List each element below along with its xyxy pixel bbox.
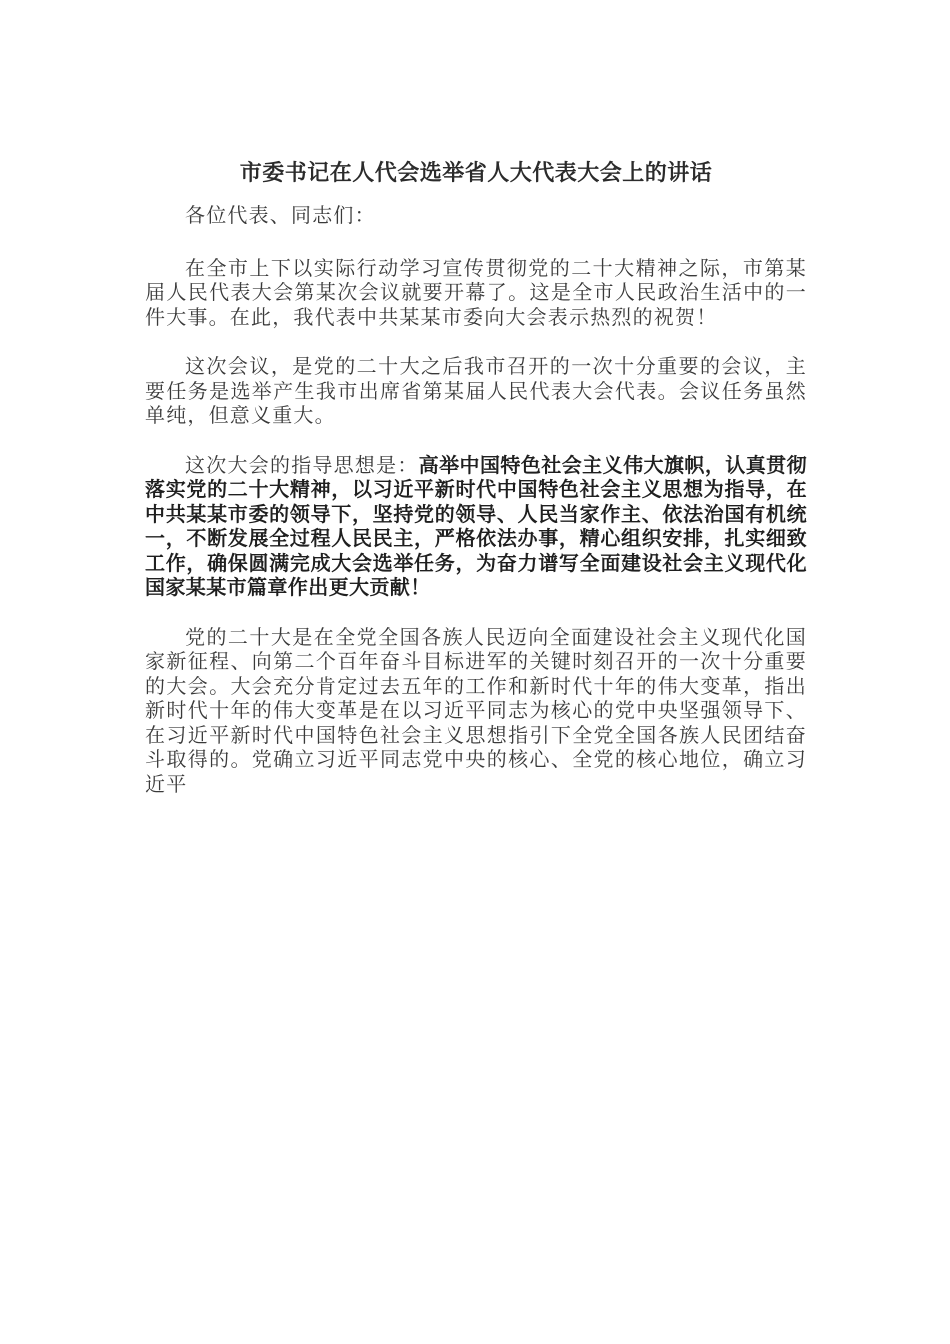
paragraph-opening: 在全市上下以实际行动学习宣传贯彻党的二十大精神之际，市第某届人民代表大会第某次会议就要开幕了。这是全市人民政治生活中的一件大事。在此，我代表中共某某市委向大会表示热烈的祝贺！ [145,255,807,329]
document-title: 市委书记在人代会选举省人大代表大会上的讲话 [239,161,713,186]
document-body [145,157,807,821]
salutation: 各位代表、同志们： [185,203,376,227]
guiding-thought-lead: 这次大会的指导思想是： [185,452,419,477]
guiding-thought-bold: 高举中国特色社会主义伟大旗帜，认真贯彻落实党的二十大精神，以习近平新时代中国特色社会主义思想为指导，在中共某某市委的领导下，坚持党的领导、人民当家作主、依法治国有机统一，不断发展全过程人民民主，严格依法办事，精心组织安排，扎实细致工作，确保圆满完成大会选举任务，为奋力谱写全面建设社会主义现代化国家某某市篇章作出更大贡献！ [145,452,807,599]
paragraph-party-congress: 党的二十大是在全党全国各族人民迈向全面建设社会主义现代化国家新征程、向第二个百年奋斗目标进军的关键时刻召开的一次十分重要的大会。大会充分肯定过去五年的工作和新时代十年的伟大变革，指出新时代十年的伟大变革是在以习近平同志为核心的党中央坚强领导下、在习近平新时代中国特色社会主义思想指引下全党全国各族人民团结奋斗取得的。党确立习近平同志党中央的核心、全党的核心地位，确立习近平 [145,624,807,796]
paragraph-meeting-task: 这次会议，是党的二十大之后我市召开的一次十分重要的会议，主要任务是选举产生我市出席省第某届人民代表大会代表。会议任务虽然单纯，但意义重大。 [145,354,807,427]
paragraph-guiding-thought [145,453,807,600]
